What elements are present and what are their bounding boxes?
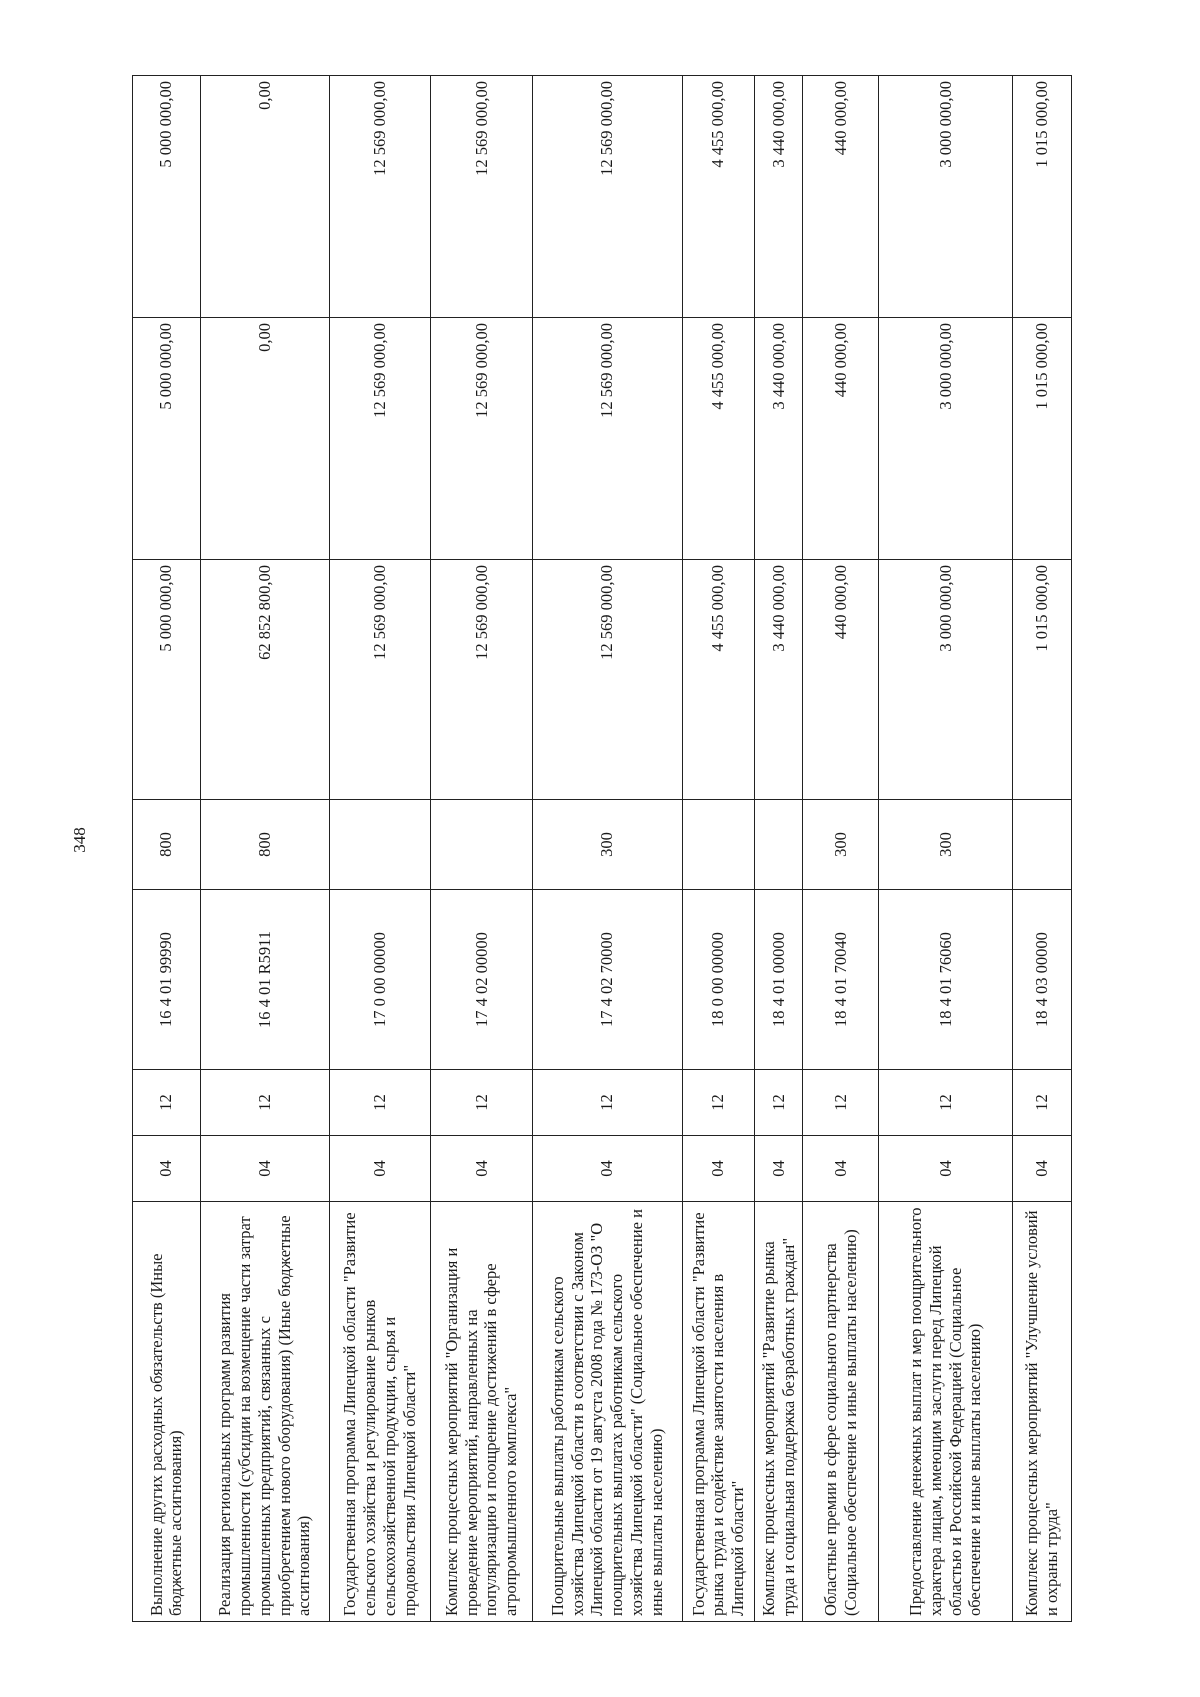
expense-type-cell [431, 800, 533, 890]
table-row [431, 76, 533, 1622]
subsection-code-cell: 12 [329, 1070, 431, 1136]
section-code-cell: 04 [133, 1136, 201, 1202]
target-article-cell: 17 4 02 00000 [431, 890, 533, 1070]
amount-year2-cell: 5 000 000,00 [133, 318, 201, 560]
amount-year1-cell: 12 569 000,00 [532, 560, 682, 800]
amount-year3-cell: 12 569 000,00 [532, 76, 682, 318]
row-name-cell: Поощрительные выплаты работникам сельского хозяйства Липецкой области в соответствии с Законом Липецкой области от 19 августа 2008 года № 173-ОЗ "О поощрительных выплатах работникам сельского хозяйства Липецкой области" (Социальное обеспечение и иные выплаты населению) [532, 1202, 682, 1622]
expense-type-cell [1012, 800, 1071, 890]
amount-year2-cell: 3 000 000,00 [879, 318, 1012, 560]
amount-year1-cell: 3 440 000,00 [754, 560, 803, 800]
budget-table-container [132, 76, 1072, 1622]
subsection-code-cell: 12 [431, 1070, 533, 1136]
amount-year1-cell: 62 852 800,00 [200, 560, 329, 800]
table-row [532, 76, 682, 1622]
expense-type-cell: 300 [532, 800, 682, 890]
amount-year3-cell: 5 000 000,00 [133, 76, 201, 318]
section-code-cell: 04 [682, 1136, 754, 1202]
amount-year3-cell: 3 000 000,00 [879, 76, 1012, 318]
subsection-code-cell: 12 [682, 1070, 754, 1136]
amount-year2-cell: 0,00 [200, 318, 329, 560]
amount-year1-cell: 4 455 000,00 [682, 560, 754, 800]
amount-year1-cell: 12 569 000,00 [431, 560, 533, 800]
amount-year2-cell: 4 455 000,00 [682, 318, 754, 560]
expense-type-cell: 300 [803, 800, 879, 890]
section-code-cell: 04 [803, 1136, 879, 1202]
row-name-cell: Областные премии в сфере социального партнерства (Социальное обеспечение и иные выплаты населению) [803, 1202, 879, 1622]
section-code-cell: 04 [431, 1136, 533, 1202]
section-code-cell: 04 [1012, 1136, 1071, 1202]
expense-type-cell [329, 800, 431, 890]
page-number: 348 [70, 827, 89, 853]
expense-type-cell [754, 800, 803, 890]
amount-year3-cell: 4 455 000,00 [682, 76, 754, 318]
row-name-cell: Комплекс процессных мероприятий "Развитие рынка труда и социальная поддержка безработных граждан" [754, 1202, 803, 1622]
target-article-cell: 16 4 01 R5911 [200, 890, 329, 1070]
target-article-cell: 18 4 01 00000 [754, 890, 803, 1070]
row-name-cell: Государственная программа Липецкой области "Развитие сельского хозяйства и регулирование рынков сельскохозяйственной продукции, сырья и продовольствия Липецкой области" [329, 1202, 431, 1622]
row-name-cell: Комплекс процессных мероприятий "Улучшение условий и охраны труда" [1012, 1202, 1071, 1622]
amount-year3-cell: 1 015 000,00 [1012, 76, 1071, 318]
expense-type-cell: 300 [879, 800, 1012, 890]
amount-year3-cell: 12 569 000,00 [431, 76, 533, 318]
budget-table [132, 75, 1072, 1622]
subsection-code-cell: 12 [803, 1070, 879, 1136]
amount-year2-cell: 1 015 000,00 [1012, 318, 1071, 560]
amount-year2-cell: 12 569 000,00 [532, 318, 682, 560]
section-code-cell: 04 [532, 1136, 682, 1202]
amount-year1-cell: 1 015 000,00 [1012, 560, 1071, 800]
target-article-cell: 17 4 02 70000 [532, 890, 682, 1070]
row-name-cell: Государственная программа Липецкой области "Развитие рынка труда и содействие занятости населения в Липецкой области" [682, 1202, 754, 1622]
expense-type-cell [682, 800, 754, 890]
amount-year3-cell: 3 440 000,00 [754, 76, 803, 318]
table-row [133, 76, 201, 1622]
amount-year1-cell: 12 569 000,00 [329, 560, 431, 800]
amount-year3-cell: 12 569 000,00 [329, 76, 431, 318]
expense-type-cell: 800 [133, 800, 201, 890]
subsection-code-cell: 12 [532, 1070, 682, 1136]
amount-year1-cell: 440 000,00 [803, 560, 879, 800]
expense-type-cell: 800 [200, 800, 329, 890]
target-article-cell: 18 4 03 00000 [1012, 890, 1071, 1070]
table-row [803, 76, 879, 1622]
amount-year2-cell: 12 569 000,00 [431, 318, 533, 560]
amount-year2-cell: 440 000,00 [803, 318, 879, 560]
target-article-cell: 18 0 00 00000 [682, 890, 754, 1070]
subsection-code-cell: 12 [200, 1070, 329, 1136]
row-name-cell: Комплекс процессных мероприятий "Организация и проведение мероприятий, направленных на популяризацию и поощрение достижений в сфере агропромышленного комплекса" [431, 1202, 533, 1622]
target-article-cell: 16 4 01 99990 [133, 890, 201, 1070]
table-row [1012, 76, 1071, 1622]
section-code-cell: 04 [754, 1136, 803, 1202]
row-name-cell: Реализация региональных программ развития промышленности (субсидии на возмещение части затрат промышленных предприятий, связанных с приобретением нового оборудования) (Иные бюджетные ассигнования) [200, 1202, 329, 1622]
target-article-cell: 18 4 01 76060 [879, 890, 1012, 1070]
row-name-cell: Выполнение других расходных обязательств (Иные бюджетные ассигнования) [133, 1202, 201, 1622]
section-code-cell: 04 [879, 1136, 1012, 1202]
amount-year1-cell: 3 000 000,00 [879, 560, 1012, 800]
amount-year2-cell: 12 569 000,00 [329, 318, 431, 560]
subsection-code-cell: 12 [879, 1070, 1012, 1136]
amount-year3-cell: 440 000,00 [803, 76, 879, 318]
subsection-code-cell: 12 [1012, 1070, 1071, 1136]
target-article-cell: 17 0 00 00000 [329, 890, 431, 1070]
target-article-cell: 18 4 01 70040 [803, 890, 879, 1070]
amount-year3-cell: 0,00 [200, 76, 329, 318]
table-row [200, 76, 329, 1622]
table-row [879, 76, 1012, 1622]
section-code-cell: 04 [329, 1136, 431, 1202]
row-name-cell: Предоставление денежных выплат и мер поощрительного характера лицам, имеющим заслуги перед Липецкой областью и Российской Федерацией (Социальное обеспечение и иные выплаты населению) [879, 1202, 1012, 1622]
amount-year2-cell: 3 440 000,00 [754, 318, 803, 560]
table-row [329, 76, 431, 1622]
amount-year1-cell: 5 000 000,00 [133, 560, 201, 800]
subsection-code-cell: 12 [133, 1070, 201, 1136]
table-row [682, 76, 754, 1622]
table-row [754, 76, 803, 1622]
section-code-cell: 04 [200, 1136, 329, 1202]
subsection-code-cell: 12 [754, 1070, 803, 1136]
